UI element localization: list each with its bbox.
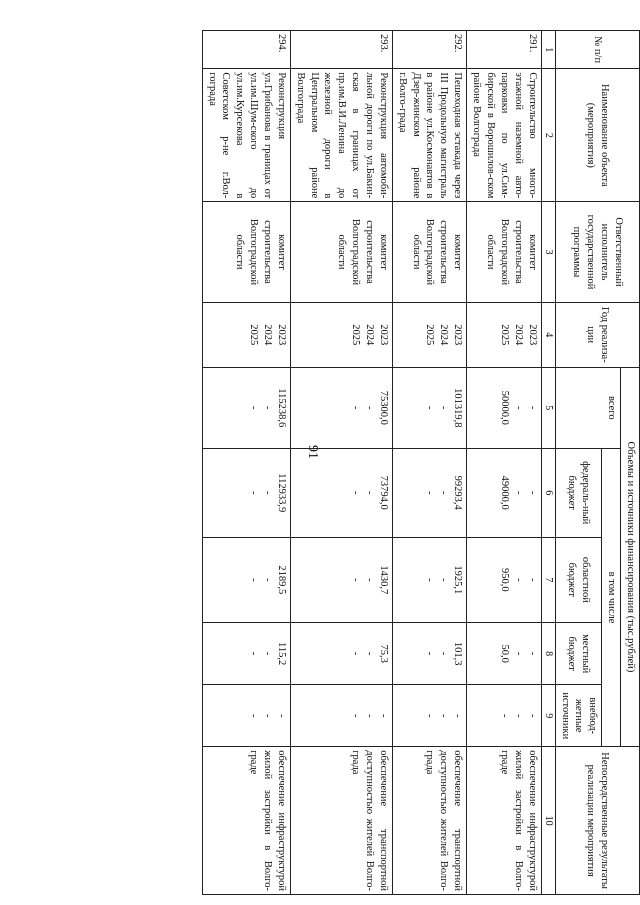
value: - (526, 651, 538, 656)
extra-cell (290, 685, 392, 747)
value: - (526, 578, 538, 582)
row-number: 292. (392, 31, 466, 69)
table-row (202, 31, 290, 895)
executor: комитет строительства Волгоградской области (392, 202, 466, 302)
years-cell (202, 302, 290, 367)
years-cell (392, 302, 466, 367)
value: 1925,1 (452, 565, 464, 595)
value: - (275, 713, 287, 718)
regional-cell (467, 537, 541, 623)
column-number: 3 (541, 202, 555, 302)
year: 2023 (377, 324, 389, 346)
header-num: № п/п (555, 31, 639, 69)
value: - (363, 490, 375, 495)
value: - (438, 651, 450, 656)
value: - (349, 651, 361, 656)
value: 75,3 (377, 644, 389, 663)
federal-cell (392, 448, 466, 537)
table-row (392, 31, 466, 895)
column-number: 9 (541, 685, 555, 747)
total-cell (392, 367, 466, 448)
local-cell (392, 623, 466, 685)
value: - (438, 406, 450, 410)
row-number: 294. (202, 31, 290, 69)
value: - (247, 713, 259, 718)
page-number: 91 (305, 445, 320, 459)
value: 49000,0 (498, 475, 510, 510)
result: обеспечение транспортной доступностью жителей Волго-града (392, 747, 466, 895)
year: 2023 (452, 324, 464, 346)
value: - (424, 406, 436, 410)
header-including: в том числе (602, 448, 621, 746)
value: 101,3 (452, 641, 464, 666)
value: - (452, 713, 464, 718)
year: 2024 (438, 324, 450, 346)
object-name: Реконструкция ул.Грибанова в границах от ул.им.Шум-ского до ул.им.Курсекова в Советском р-не г.Вол-гограда (202, 69, 290, 202)
object-name: Строительство много-этажной наземной авто-парковки по ул.Сим-бирской в Ворошилов-ском районе Волгограда (467, 69, 541, 202)
regional-cell (290, 537, 392, 623)
local-cell (290, 623, 392, 685)
local-cell (202, 623, 290, 685)
year: 2025 (349, 324, 361, 346)
year: 2023 (275, 324, 287, 346)
column-number: 6 (541, 448, 555, 537)
value: - (438, 713, 450, 718)
result: обеспечение транспортной доступностью жителей Волго-града (290, 747, 392, 895)
executor: комитет строительства Волгоградской области (290, 202, 392, 302)
value: - (526, 490, 538, 495)
value: - (424, 490, 436, 495)
value: 50,0 (498, 644, 510, 663)
header-total: всего (555, 367, 620, 448)
value: - (438, 490, 450, 495)
value: - (526, 406, 538, 410)
value: 75300,0 (377, 390, 389, 425)
value: - (363, 578, 375, 582)
year: 2023 (526, 324, 538, 346)
object-name: Реконструкция автомоби-льной дороги по ул.Бакин-ская в границах от пр.им.В.И.Ленина до железной дороги в Центральном районе Волгограда (290, 69, 392, 202)
year: 2025 (498, 324, 510, 346)
value: 115,2 (275, 642, 287, 666)
value: 101319,8 (452, 388, 464, 428)
federal-cell (202, 448, 290, 537)
header-year: Год реализа-ции (555, 302, 639, 367)
value: - (498, 713, 510, 718)
value: - (349, 490, 361, 495)
funding-table (202, 30, 640, 895)
value: 950,0 (498, 568, 510, 592)
column-number: 4 (541, 302, 555, 367)
value: - (424, 651, 436, 656)
value: - (261, 578, 273, 582)
total-cell (202, 367, 290, 448)
value: - (424, 578, 436, 582)
value: - (247, 578, 259, 582)
column-number: 1 (541, 31, 555, 69)
rotated-table-container (165, 30, 640, 895)
extra-cell (467, 685, 541, 747)
year: 2025 (424, 324, 436, 346)
year: 2024 (261, 324, 273, 346)
years-cell (467, 302, 541, 367)
extra-cell (202, 685, 290, 747)
header-executor: Ответственный исполнитель государственной программы (555, 202, 639, 302)
value: - (512, 406, 524, 410)
value: - (512, 490, 524, 495)
header-name: Наименование объекта (мероприятия) (555, 69, 639, 202)
value: 112933,9 (275, 473, 287, 513)
years-cell (290, 302, 392, 367)
value: - (261, 490, 273, 495)
value: - (349, 406, 361, 410)
value: - (261, 651, 273, 656)
value: 73794,0 (377, 475, 389, 510)
value: - (349, 578, 361, 582)
table-row (467, 31, 541, 895)
year: 2024 (363, 324, 375, 346)
value: - (377, 713, 389, 718)
result: обеспечение инфраструктурой жилой застройки в Волго-граде (467, 747, 541, 895)
column-number: 8 (541, 623, 555, 685)
value: - (512, 651, 524, 656)
year: 2024 (512, 324, 524, 346)
value: - (247, 406, 259, 410)
local-cell (467, 623, 541, 685)
value: - (526, 713, 538, 718)
value: - (363, 406, 375, 410)
value: - (349, 713, 361, 718)
federal-cell (467, 448, 541, 537)
value: - (261, 406, 273, 410)
value: - (512, 713, 524, 718)
total-cell (467, 367, 541, 448)
value: - (363, 713, 375, 718)
column-number: 5 (541, 367, 555, 448)
executor: комитет строительства Волгоградской области (202, 202, 290, 302)
value: - (424, 713, 436, 718)
column-number: 7 (541, 537, 555, 623)
regional-cell (202, 537, 290, 623)
federal-cell (290, 448, 392, 537)
row-number: 291. (467, 31, 541, 69)
result: обеспечение инфраструктурой жилой застройки в Волго-граде (202, 747, 290, 895)
column-number-row (541, 31, 555, 895)
value: - (363, 651, 375, 656)
executor: комитет строительства Волгоградской области (467, 202, 541, 302)
value: 2189,5 (275, 565, 287, 595)
row-number: 293. (290, 31, 392, 69)
regional-cell (392, 537, 466, 623)
column-number: 10 (541, 747, 555, 895)
value: - (247, 651, 259, 656)
header-local: местный бюджет (555, 623, 602, 685)
value: - (438, 578, 450, 582)
value: - (247, 490, 259, 495)
column-number: 2 (541, 69, 555, 202)
table-row (290, 31, 392, 895)
value: 50000,0 (498, 390, 510, 425)
header-regional: областной бюджет (555, 537, 602, 623)
value: - (512, 578, 524, 582)
header-result: Непосредственные результаты реализации мероприятия (555, 747, 639, 895)
header-funding-group: Объемы и источники финансирования (тыс.рублей) (621, 367, 640, 747)
header-federal: федераль-ный бюджет (555, 448, 602, 537)
total-cell (290, 367, 392, 448)
object-name: Пешеходная эстакада через III Продольную магистраль в районе ул.Космонавтов в Дзер-жинском районе г.Волго-града (392, 69, 466, 202)
value: 1430,7 (377, 565, 389, 595)
value: - (261, 713, 273, 718)
year: 2025 (247, 324, 259, 346)
value: 99293,4 (452, 475, 464, 510)
value: 115238,6 (275, 388, 287, 428)
extra-cell (392, 685, 466, 747)
header-extra: внебюд-жетные источники (555, 685, 602, 747)
